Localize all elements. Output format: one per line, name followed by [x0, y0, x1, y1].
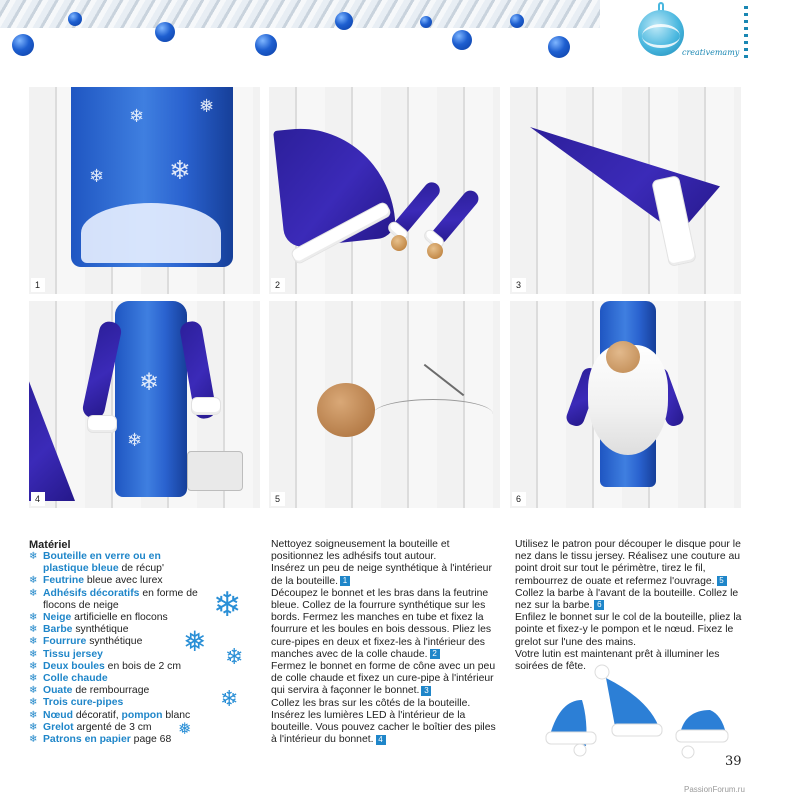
wooden-ball: [427, 243, 443, 259]
snowflake-sticker-icon: ❄: [139, 369, 160, 396]
step-badge: 3: [421, 686, 431, 696]
photo-number: 1: [31, 278, 45, 292]
list-item: ❄ Adhésifs décoratifs en forme de flocons de neige: [29, 587, 198, 611]
gnome-hats-illustration: [540, 660, 740, 760]
list-item: ❄ Feutrine bleue avec lurex: [29, 575, 163, 587]
list-item: ❄ Ouate de rembourrage: [29, 685, 150, 697]
hat-icon: [676, 710, 728, 758]
photo-number: 3: [512, 278, 526, 292]
ornament-6: [420, 16, 432, 28]
snowflake-bullet-icon: ❄: [29, 624, 38, 636]
page-number: 39: [725, 754, 742, 769]
ornament-7: [452, 30, 472, 50]
instructions-column-1: [271, 539, 500, 746]
needle: [424, 364, 465, 396]
snowflake-bullet-icon: ❄: [29, 587, 38, 599]
snowflake-sticker-icon: ❄: [129, 106, 145, 126]
gnome-nose: [606, 341, 640, 373]
ornament-1: [12, 34, 34, 56]
snowflake-bullet-icon: ❄: [29, 636, 38, 648]
photo-step-3: [510, 87, 741, 294]
instruction-paragraph: Collez les bras sur les côtés de la bouteille. Insérez les lumières LED à l'intérieur de la bouteille. Vous pouvez cacher le boîtier des piles à l'intérieur du bonnet. 4: [271, 697, 496, 746]
ornament-4: [255, 34, 277, 56]
watermark: PassionForum.ru: [684, 785, 745, 794]
instruction-paragraph: Nettoyez soigneusement la bouteille et positionnez les adhésifs tout autour.: [271, 539, 450, 563]
list-item: ❄ Bouteille en verre ou en plastique bleue de récup': [29, 551, 164, 575]
hat-tip: [29, 371, 75, 501]
list-item: ❄ Trois cure-pipes: [29, 697, 124, 709]
instructions-column-2: [515, 539, 744, 673]
logo-bar: [744, 6, 748, 62]
photo-step-1: [29, 87, 260, 294]
snowflake-bullet-icon: ❄: [29, 721, 38, 733]
ornament-8: [510, 14, 524, 28]
snowflake-bullet-icon: ❄: [29, 697, 38, 709]
cone-hat: [530, 127, 720, 235]
step-badge: 1: [340, 576, 350, 586]
ornament-2: [68, 12, 82, 26]
snowflake-bullet-icon: ❄: [29, 673, 38, 685]
list-item: ❄ Fourrure synthétique: [29, 636, 143, 648]
snowflake-bullet-icon: ❄: [29, 709, 38, 721]
list-item: ❄ Tissu jersey: [29, 648, 103, 660]
list-item: ❄ Neige artificielle en flocons: [29, 612, 168, 624]
led-battery-box: [187, 451, 243, 491]
step-badge: 6: [594, 600, 604, 610]
instruction-paragraph: Enfilez le bonnet sur le col de la bouteille, pliez la pointe et fixez-y le pompon et le nœud. Fixez le grelot sur l'une des mains.: [515, 612, 742, 648]
list-item: ❄ Grelot argenté de 3 cm: [29, 721, 152, 733]
hat-icon: [595, 665, 662, 736]
photo-step-6: [510, 301, 741, 508]
step-badge: 4: [376, 735, 386, 745]
arm-fur-cuff: [191, 397, 221, 415]
list-item: ❄ Deux boules en bois de 2 cm: [29, 660, 182, 672]
wooden-ball: [391, 235, 407, 251]
instruction-paragraph: Découpez le bonnet et les bras dans la feutrine bleue. Collez de la fourrure synthétique sur les bords. Fermez les manches en tube et fixez la fourrure et les boules en bois dessous. Pliez les cure-pipes en deux et fixez-les à l'intérieur des manches avec de la colle chaude. 2: [271, 587, 492, 660]
snowflake-icon: ❄: [213, 586, 242, 624]
instruction-paragraph: Insérez un peu de neige synthétique à l'intérieur de la bouteille. 1: [271, 563, 492, 587]
materials-title: Matériel: [29, 539, 71, 551]
photo-step-5: [269, 301, 500, 508]
photo-number: 6: [512, 492, 526, 506]
brand-logo: [632, 2, 752, 62]
instruction-paragraph: Votre lutin est maintenant prêt à illuminer les soirées de fête.: [515, 648, 720, 673]
sewing-thread: [373, 399, 493, 429]
snowflake-icon: ❄: [225, 644, 244, 669]
photo-step-4: [29, 301, 260, 508]
snowflake-icon: ❄: [220, 686, 239, 711]
snowflake-bullet-icon: ❄: [29, 575, 38, 587]
snowflake-icon: ❅: [178, 721, 192, 738]
ornament-9: [548, 36, 570, 58]
list-item: ❄ Patrons en papier page 68: [29, 734, 172, 746]
instruction-paragraph: Utilisez le patron pour découper le disque pour le nez dans le tissu jersey. Réalisez une couture au point droit sur tout le périmètre, tirez le fil, rembourrez de ouate et refermez l'ouvrage. 5: [515, 539, 741, 587]
snowflake-bullet-icon: ❄: [29, 612, 38, 624]
photo-step-2: [269, 87, 500, 294]
photo-number: 4: [31, 492, 45, 506]
snowflake-bullet-icon: ❄: [29, 551, 38, 562]
ornament-5: [335, 12, 353, 30]
list-item: ❄ Colle chaude: [29, 673, 108, 685]
snowflake-sticker-icon: ❄: [169, 155, 191, 185]
ornament-3: [155, 22, 175, 42]
photo-number: 2: [271, 278, 285, 292]
materials-list: [29, 551, 209, 746]
artificial-snow: [81, 203, 221, 263]
instruction-paragraph: Fermez le bonnet en forme de cône avec un peu de colle chaude et fixez un cure-pipe à l'intérieur qui servira à façonner le bonnet. 3: [271, 661, 496, 697]
snowflake-icon: ❅: [183, 626, 207, 657]
header-banner: [0, 0, 600, 70]
snowflake-bullet-icon: ❄: [29, 648, 38, 660]
snowflake-bullet-icon: ❄: [29, 660, 38, 672]
logo-text: creativemamy: [682, 48, 740, 57]
list-item: ❄ Barbe synthétique: [29, 624, 129, 636]
snowflake-sticker-icon: ❄: [127, 430, 143, 450]
step-badge: 2: [430, 649, 440, 659]
bauble-logo-icon: [638, 10, 684, 56]
photo-number: 5: [271, 492, 285, 506]
step-badge: 5: [717, 576, 727, 586]
hat-icon: [546, 700, 596, 756]
list-item: ❄ Nœud décoratif, pompon blanc: [29, 709, 191, 721]
snowflake-bullet-icon: ❄: [29, 734, 38, 746]
snowflake-sticker-icon: ❄: [89, 166, 105, 186]
snowflake-bullet-icon: ❄: [29, 685, 38, 697]
instruction-paragraph: Collez la barbe à l'avant de la bouteille. Collez le nez sur la barbe. 6: [515, 587, 739, 612]
jersey-nose: [317, 383, 375, 437]
arm-fur-cuff: [87, 415, 117, 433]
bottle: [115, 301, 187, 497]
snowflake-sticker-icon: ❅: [199, 96, 215, 116]
